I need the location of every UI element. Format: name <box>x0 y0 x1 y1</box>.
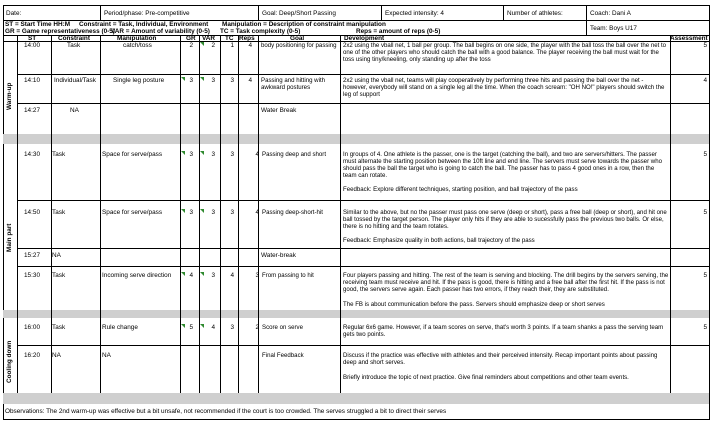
col-line <box>340 35 341 393</box>
header-date: Date: <box>6 10 22 17</box>
row-gr: 3 <box>189 77 193 84</box>
row-goal: body positioning for passing <box>261 42 337 49</box>
row-assessment: 5 <box>703 151 707 158</box>
row-var: 3 <box>211 77 215 84</box>
row-manipulation: Single leg posture <box>113 77 165 84</box>
row-goal: Water Break <box>261 107 297 114</box>
row-st: 15:27 <box>24 252 40 259</box>
col-line <box>100 35 101 393</box>
legend-manipulation: Manipulation = Description of constraint manipulation <box>222 21 386 28</box>
row-development: Regular 6x6 game. However, if a team scores on serve, that's worth 3 points. If a team shanks a pass the serving team gets two points. <box>343 324 664 339</box>
header-period: Period/phase: Pre-competitive <box>104 10 190 17</box>
row-development: In groups of 4. One athlete is the passer, one is the target (catching the ball), and two are servers/hitters. The passer must alternate the starting position between the 10ft line and end line. The servers must serve towards the passer who should pass the ball the target who is going to catch the ball. The passer has to pass 4 good ones in a row, then the team can rotate. <box>343 151 662 180</box>
header-team: Team: Boys U17 <box>590 25 637 32</box>
col-tc: TC <box>225 35 234 42</box>
frame-bottom <box>3 419 709 420</box>
row-goal: Water-break <box>261 252 296 259</box>
row-assessment: 4 <box>703 77 707 84</box>
row-gr: 5 <box>189 324 193 331</box>
header-divider <box>100 5 101 20</box>
section-main: Main part <box>6 223 13 252</box>
row-var: 4 <box>211 324 215 331</box>
header-athletes: Number of athletes: <box>507 10 563 17</box>
col-development: Development <box>344 35 385 42</box>
row-st: 14:30 <box>24 151 40 158</box>
row-assessment: 5 <box>703 324 707 331</box>
row-assessment: 5 <box>703 42 707 49</box>
row-var: 3 <box>211 209 215 216</box>
section-separator <box>3 134 709 144</box>
row-development-extra: Briefly introduce the topic of next practice. Give final reminders about competitions and other team events. <box>343 374 629 381</box>
row-var: 3 <box>211 151 215 158</box>
row-var: 3 <box>211 272 215 279</box>
row-var: 2 <box>211 42 215 49</box>
row-line <box>17 345 709 346</box>
row-tc: 3 <box>230 324 234 331</box>
row-st: 16:20 <box>24 352 40 359</box>
row-line <box>17 74 709 75</box>
row-constraint: Individual/Task <box>54 77 96 84</box>
col-constraint: Constraint <box>58 35 90 42</box>
col-manipulation: Manipulation <box>117 35 157 42</box>
header-coach: Coach: Dani A <box>590 10 631 17</box>
row-constraint: Task <box>67 42 81 49</box>
legend-constraint: Constraint = Task, Individual, Environment <box>79 21 209 28</box>
row-development: Discuss if the practice was effective with athletes and their perceived intensity. Recap important points about passing deep and short serves. <box>343 352 658 367</box>
row-constraint: NA <box>52 352 61 359</box>
legend-reps: Reps = amount of reps (0-5) <box>356 28 441 35</box>
row-line <box>17 103 709 104</box>
row-manipulation: catch/toss <box>123 42 152 49</box>
row-development: 2x2 using the vball net, teams will play cooperatively by performing three hits and passing the ball over the net - however, everybody will stand on a single leg all the time. When the coach scream: "OH NO!" players should switch the leg of support <box>343 77 665 99</box>
row-st: 16:00 <box>24 324 40 331</box>
row-tc: 1 <box>230 42 234 49</box>
section-warmup: Warm-up <box>6 82 13 110</box>
section-separator <box>3 393 709 404</box>
row-development: Similar to the above, but no the passer must pass one serve (deep or short), pass a free ball (deep or short), and hit one ball tossed by the target person. The player only hits if they are able to sucessfully pass the previous two balls. Or else, there is no hitting and the team rotates. <box>343 209 667 231</box>
row-goal: Score on serve <box>262 324 303 331</box>
legend-var: VAR = Amount of variability (0-5) <box>111 28 210 35</box>
row-st: 15:30 <box>24 272 40 279</box>
row-gr: 3 <box>189 151 193 158</box>
row-assessment: 5 <box>703 209 707 216</box>
row-feedback: The FB is about communication before the pass. Servers should emphasize deep or short serves <box>343 301 605 308</box>
row-goal: Passing and hitting with awkward postures <box>261 77 326 92</box>
row-assessment: 5 <box>703 272 707 279</box>
row-tc: 3 <box>230 209 234 216</box>
row-gr: 3 <box>189 209 193 216</box>
row-reps: 3 <box>255 272 259 279</box>
row-constraint: NA <box>52 252 61 259</box>
col-goal: Goal <box>290 35 305 42</box>
row-st: 14:27 <box>24 107 40 114</box>
observations: Observations: The 2nd warm-up was effective but a bit unsafe, not recommended if the court is too crowded. The serves struggled a bit to direct their serves <box>5 408 447 415</box>
row-reps: 4 <box>255 209 259 216</box>
row-st: 14:10 <box>24 77 40 84</box>
col-assessment: Assessment <box>670 35 708 42</box>
header-divider <box>503 5 504 20</box>
row-gr: 4 <box>189 272 193 279</box>
row-constraint: Task <box>52 272 66 279</box>
row-manipulation: Rule change <box>102 324 138 331</box>
row-reps: 4 <box>248 77 252 84</box>
frame-left <box>3 5 4 420</box>
row-tc: 3 <box>230 77 234 84</box>
header-divider <box>381 5 382 20</box>
row-development: Four players passing and hitting. The rest of the team is serving and blocking. The drill begins by the servers serving, the receiving team must receive and hit. If the pass is good, there is hitting and a free ball after the first hit. If the pass is not good, the servers serve again. Each passer has two errors, if they reach their, they are substituted. <box>343 272 669 294</box>
row-development: 2x2 using the vball net, 1 ball per group. The ball begins on one side, the player with the ball toss the ball over the net to one of the other players who should catch the ball with a good balance. The player receiving the ball must wait for the toss using tiny/kneeling, only standing up after the toss <box>343 42 667 64</box>
row-manipulation: Space for serve/pass <box>102 209 163 216</box>
row-constraint: NA <box>70 107 79 114</box>
row-constraint: Task <box>52 151 66 158</box>
frame-top <box>3 5 709 6</box>
row-tc: 3 <box>230 151 234 158</box>
row-goal: Passing deep and short <box>262 151 327 158</box>
legend-gr: GR = Game representativeness (0-5) <box>5 28 115 35</box>
row-manipulation: NA <box>102 352 111 359</box>
row-st: 14:00 <box>24 42 40 49</box>
row-feedback: Feedback: Emphasize quality in both actions, ball trajectory of the pass <box>343 237 535 244</box>
row-constraint: Task <box>52 324 66 331</box>
header-intensity: Expected intensity: 4 <box>385 10 444 17</box>
row-constraint: Task <box>52 209 66 216</box>
row-reps: 4 <box>255 151 259 158</box>
legend-tc: TC = Task complexity (0-5) <box>220 28 301 35</box>
row-line <box>17 266 709 267</box>
row-manipulation: Incoming serve direction <box>102 272 172 279</box>
row-line <box>17 248 709 249</box>
col-st: ST <box>28 35 37 42</box>
row-reps: 2 <box>255 324 259 331</box>
row-goal: Passing deep-short-hit <box>262 209 323 216</box>
row-reps: 4 <box>248 42 252 49</box>
section-cooldown: Cooling down <box>6 340 13 383</box>
row-gr: 2 <box>189 42 193 49</box>
col-reps: Reps <box>239 35 255 42</box>
section-separator <box>3 310 709 318</box>
row-goal: Final Feedback <box>262 352 304 359</box>
row-tc: 4 <box>230 272 234 279</box>
row-line <box>17 200 709 201</box>
col-gr: GR <box>186 35 196 42</box>
col-var: VAR <box>202 35 216 42</box>
header-divider <box>258 5 259 20</box>
row-feedback: Feedback: Explore different techniques, starting position, and ball trajectory of the pass <box>343 186 578 193</box>
header-goal: Goal: Deep/Short Passing <box>262 10 336 17</box>
col-line <box>17 35 18 393</box>
row-manipulation: Space for serve/pass <box>102 151 163 158</box>
row-goal: From passing to hit <box>262 272 314 279</box>
row-st: 14:50 <box>24 209 40 216</box>
frame-right <box>709 5 710 420</box>
legend-st: ST = Start Time HH:M <box>5 21 71 28</box>
